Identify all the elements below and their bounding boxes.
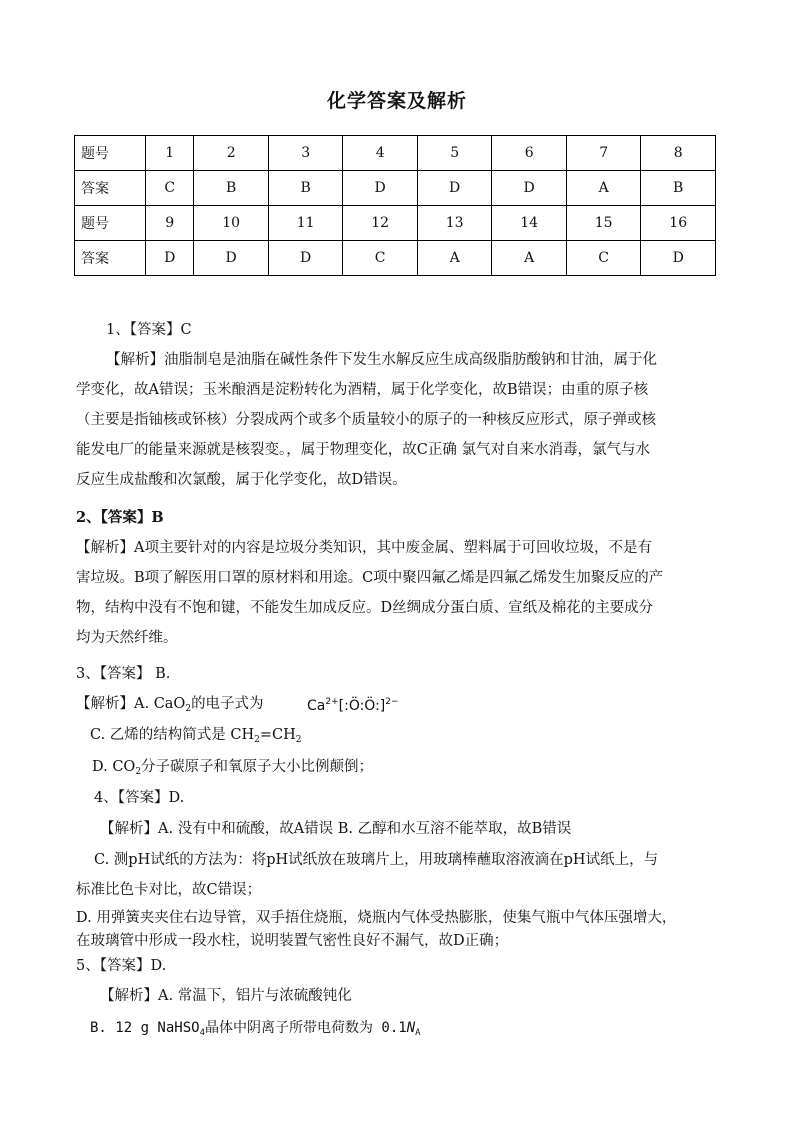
cao2-electron-formula	[307, 692, 399, 716]
q4-explanation-line: C. 测pH试纸的方法为：将pH试纸放在玻璃片上，用玻璃棒蘸取溶液滴在pH试纸上，与	[94, 852, 659, 868]
q4-explanation-line: 在玻璃管中形成一段水柱，说明装置气密性良好不漏气，故D正确；	[76, 933, 509, 949]
q3-answer: 3、【答案】 B.	[76, 666, 171, 682]
formula-body: [:Ö:Ö:]	[338, 698, 386, 714]
table-cell: 6	[492, 136, 567, 171]
table-cell: C	[343, 241, 418, 276]
table-cell: 1	[146, 136, 194, 171]
q3-line-c-prefix: C. 乙烯的结构简式是 CH	[90, 727, 255, 743]
q2-explanation-line: 害垃圾。B项了解医用口罩的原材料和用途。C项中聚四氟乙烯是四氟乙烯发生加聚反应的产	[76, 570, 664, 586]
table-cell: A	[417, 241, 492, 276]
subscript: A	[415, 1028, 421, 1038]
table-cell: B	[194, 171, 269, 206]
subscript: 2	[295, 735, 302, 745]
table-cell: 10	[194, 206, 269, 241]
q4-answer: 4、【答案】D.	[94, 790, 185, 806]
table-cell: 16	[641, 206, 716, 241]
table-cell: D	[641, 241, 716, 276]
table-cell: D	[268, 241, 343, 276]
table-cell: 8	[641, 136, 716, 171]
q2-explanation-line: 物，结构中没有不饱和键，不能发生加成反应。D丝绸成分蛋白质、宣纸及棉花的主要成分	[76, 600, 654, 616]
q2-explanation-line: 【解析】A项主要针对的内容是垃圾分类知识，其中废金属、塑料属于可回收垃圾，不是有	[76, 540, 652, 556]
table-cell: D	[194, 241, 269, 276]
table-cell: C	[146, 171, 194, 206]
row-label: 题号	[75, 206, 146, 241]
table-cell: 5	[417, 136, 492, 171]
table-cell: D	[146, 241, 194, 276]
row-label: 题号	[75, 136, 146, 171]
page-title: 化学答案及解析	[326, 90, 467, 112]
table-cell: D	[492, 171, 567, 206]
q3-line-d	[92, 757, 373, 782]
table-cell: 9	[146, 206, 194, 241]
formula-charge: 2−	[385, 697, 399, 707]
table-cell: 3	[268, 136, 343, 171]
table-cell: 11	[268, 206, 343, 241]
subscript: 2	[254, 735, 260, 745]
table-cell: 15	[566, 206, 641, 241]
q3-line-c	[90, 725, 302, 750]
q3-line-c-mid: =CH	[259, 727, 296, 743]
formula-ca: Ca	[307, 698, 326, 714]
table-cell: 14	[492, 206, 567, 241]
q1-explanation-line: 学变化，故A错误；玉米酿酒是淀粉转化为酒精，属于化学变化，故B错误；由重的原子核	[76, 382, 649, 398]
table-cell: D	[417, 171, 492, 206]
row-label: 答案	[75, 171, 146, 206]
q1-explanation-line: 能发电厂的能量来源就是核裂变。，属于物理变化，故C正确 氯气对自来水消毒，氯气与水	[76, 442, 650, 458]
table-row	[75, 136, 716, 171]
table-cell: 13	[417, 206, 492, 241]
q3-line-d-suffix: 分子碳原子和氧原子大小比例颠倒；	[141, 759, 374, 775]
q3-line-d-prefix: D. CO	[92, 759, 136, 775]
q4-explanation-line: D. 用弹簧夹夹住右边导管，双手捂住烧瓶，烧瓶内气体受热膨胀，使集气瓶中气体压强增大，	[76, 910, 677, 926]
table-cell: 12	[343, 206, 418, 241]
q5-answer: 5、【答案】D.	[76, 958, 167, 974]
table-row	[75, 206, 716, 241]
table-cell: A	[492, 241, 567, 276]
table-cell: B	[268, 171, 343, 206]
table-cell: 7	[566, 136, 641, 171]
subscript: 2	[135, 767, 142, 777]
avogadro-symbol: N	[406, 1020, 416, 1036]
formula-ca-charge: 2+	[325, 697, 339, 707]
q1-explanation-line: 【解析】油脂制皂是油脂在碱性条件下发生水解反应生成高级脂肪酸钠和甘油，属于化	[106, 352, 657, 368]
subscript: 4	[199, 1028, 205, 1038]
q1-explanation-line: （主要是指铀核或钚核）分裂成两个或多个质量较小的原子的一种核反应形式，原子弹或核	[76, 412, 656, 428]
table-cell: A	[566, 171, 641, 206]
q2-answer: 2、【答案】B	[76, 509, 164, 526]
q3-line-a-prefix: 【解析】A. CaO	[76, 696, 186, 712]
table-cell: 4	[343, 136, 418, 171]
q3-line-a-suffix: 的电子式为	[191, 696, 264, 712]
subscript: 2	[185, 704, 192, 714]
table-cell: 2	[194, 136, 269, 171]
q3-line-a	[76, 694, 264, 719]
table-row	[75, 171, 716, 206]
q2-explanation-line: 均为天然纤维。	[76, 630, 178, 646]
q1-answer: 1、【答案】C	[106, 322, 192, 338]
q5-line2-suffix: 晶体中阴离子所带电荷数为 0.1	[205, 1020, 407, 1036]
q5-explanation-line: 【解析】A. 常温下，铝片与浓硫酸钝化	[100, 988, 352, 1004]
table-cell: C	[566, 241, 641, 276]
q4-explanation-line: 【解析】A. 没有中和硫酸，故A错误 B. 乙醇和水互溶不能萃取，故B错误	[100, 821, 572, 837]
table-row	[75, 241, 716, 276]
answer-table	[74, 135, 716, 276]
table-cell: B	[641, 171, 716, 206]
q1-explanation-line: 反应生成盐酸和次氯酸，属于化学变化，故D错误。	[76, 472, 407, 488]
table-cell: D	[343, 171, 418, 206]
q5-explanation-line	[90, 1018, 421, 1043]
row-label: 答案	[75, 241, 146, 276]
q5-line2-prefix: B. 12 g NaHSO	[90, 1020, 200, 1036]
q4-explanation-line: 标准比色卡对比，故C错误；	[76, 882, 262, 898]
